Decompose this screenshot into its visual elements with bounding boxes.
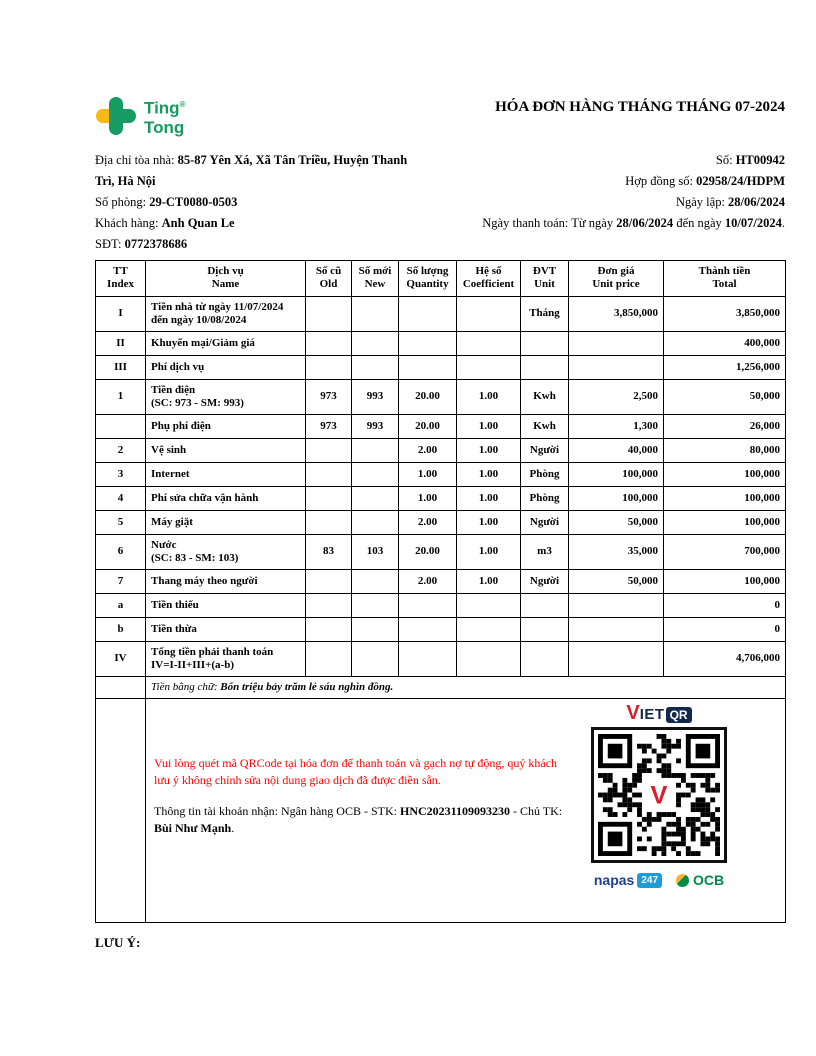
cell-qty: 20.00 [399, 379, 457, 414]
cell-name: Phí sửa chữa vận hành [146, 486, 306, 510]
text-segment: Địa chỉ tòa nhà: [95, 152, 178, 167]
cell-qty [399, 296, 457, 331]
ocb-logo: OCB [676, 874, 724, 887]
cell-price: 100,000 [569, 486, 664, 510]
cell-idx: 7 [96, 569, 146, 593]
text-segment: . [231, 820, 235, 835]
table-row [96, 569, 786, 593]
text-segment: 10/07/2024 [724, 215, 782, 230]
col-unit: ĐVT Unit [521, 260, 569, 296]
cell-coef [457, 331, 521, 355]
cell-old [306, 438, 352, 462]
table-row [96, 617, 786, 641]
cell-unit [521, 641, 569, 676]
text-segment: Khách hàng: [95, 215, 162, 230]
cell-unit: Người [521, 438, 569, 462]
cell-idx: a [96, 593, 146, 617]
cell-unit [521, 593, 569, 617]
cell-unit: Phòng [521, 486, 569, 510]
cell-old [306, 355, 352, 379]
cell-coef [457, 296, 521, 331]
cell-nw [352, 593, 399, 617]
text-segment: đến ngày [673, 215, 725, 230]
invoice-table [95, 260, 786, 923]
text-segment: Ngày thanh toán: Từ ngày [482, 215, 617, 230]
cell-name: Tiền điện (SC: 973 - SM: 993) [146, 379, 306, 414]
cell-old [306, 593, 352, 617]
payment-text-block [151, 755, 566, 918]
cell-qty [399, 355, 457, 379]
cell-old [306, 462, 352, 486]
cell-name: Tiền thừa [146, 617, 306, 641]
amount-in-words [146, 676, 786, 698]
cell-coef: 1.00 [457, 569, 521, 593]
cell-old: 973 [306, 414, 352, 438]
cell-total: 0 [664, 593, 786, 617]
payment-period [440, 213, 785, 234]
info-right [440, 150, 785, 255]
cell-nw: 993 [352, 379, 399, 414]
cell-idx: 2 [96, 438, 146, 462]
cell-old [306, 486, 352, 510]
text-segment: HT00942 [735, 152, 785, 167]
col-unit-price: Đơn giá Unit price [569, 260, 664, 296]
text-segment: - Chủ TK: [510, 803, 563, 818]
cell-idx: 6 [96, 534, 146, 569]
payment-note [154, 755, 566, 789]
cell-price: 35,000 [569, 534, 664, 569]
col-index: TT Index [96, 260, 146, 296]
cell-total: 700,000 [664, 534, 786, 569]
cell-coef: 1.00 [457, 379, 521, 414]
qr-row-spacer [96, 698, 146, 922]
cell-old [306, 569, 352, 593]
cell-total: 400,000 [664, 331, 786, 355]
cell-coef [457, 355, 521, 379]
cell-name: Tiền nhà từ ngày 11/07/2024 đến ngày 10/08/2024 [146, 296, 306, 331]
cell-nw [352, 486, 399, 510]
cell-name: Máy giặt [146, 510, 306, 534]
col-old: Số cũ Old [306, 260, 352, 296]
table-row [96, 414, 786, 438]
text-segment: Anh Quan Le [161, 215, 235, 230]
cell-nw [352, 641, 399, 676]
cell-price: 50,000 [569, 569, 664, 593]
cell-qty [399, 617, 457, 641]
cell-idx: 1 [96, 379, 146, 414]
cell-total: 100,000 [664, 462, 786, 486]
col-coefficient: Hệ số Coefficient [457, 260, 521, 296]
cell-idx [96, 414, 146, 438]
cell-old [306, 296, 352, 331]
table-header [96, 260, 786, 296]
cell-old: 83 [306, 534, 352, 569]
text-segment: Tiền bằng chữ: [151, 680, 221, 693]
cell-total: 0 [664, 617, 786, 641]
table-row [96, 331, 786, 355]
footer-note: LƯU Ý: [95, 934, 141, 950]
text-segment: . [781, 215, 785, 230]
cell-old [306, 641, 352, 676]
cell-price: 100,000 [569, 462, 664, 486]
cell-unit: Phòng [521, 462, 569, 486]
cell-nw [352, 617, 399, 641]
invoice-info [95, 150, 785, 255]
cell-qty: 1.00 [399, 462, 457, 486]
vietqr-v: V [626, 701, 640, 724]
cell-price [569, 355, 664, 379]
cell-idx: b [96, 617, 146, 641]
cell-unit [521, 331, 569, 355]
cell-nw [352, 569, 399, 593]
header-row [96, 260, 786, 296]
cell-coef: 1.00 [457, 510, 521, 534]
cell-name: Vệ sinh [146, 438, 306, 462]
text-segment: Số phòng: [95, 194, 150, 209]
cell-unit: Người [521, 510, 569, 534]
page-title: HÓA ĐƠN HÀNG THÁNG THÁNG 07-2024 [495, 99, 785, 115]
cell-qty [399, 593, 457, 617]
cell-price [569, 593, 664, 617]
cell-price [569, 641, 664, 676]
text-segment: HNC20231109093230 [399, 803, 510, 818]
cell-qty: 20.00 [399, 534, 457, 569]
svg-text:V: V [650, 780, 668, 809]
text-segment: Thông tin tài khoản nhận: Ngân hàng OCB - STK: [154, 803, 400, 818]
invoice-number [440, 150, 785, 171]
col-new: Số mới New [352, 260, 399, 296]
page-header [95, 95, 785, 137]
cell-total: 100,000 [664, 486, 786, 510]
cell-unit: Tháng [521, 296, 569, 331]
col-total: Thành tiền Total [664, 260, 786, 296]
cell-unit: m3 [521, 534, 569, 569]
cell-price: 40,000 [569, 438, 664, 462]
vietqr-logo [626, 701, 691, 724]
cell-price [569, 617, 664, 641]
cell-idx: 3 [96, 462, 146, 486]
cell-coef: 1.00 [457, 534, 521, 569]
table-row [96, 296, 786, 331]
logo-line2: Tong [144, 117, 185, 137]
cell-coef: 1.00 [457, 438, 521, 462]
qr-code [591, 727, 727, 863]
qr-section [146, 698, 786, 922]
cell-idx: 4 [96, 486, 146, 510]
cell-idx: II [96, 331, 146, 355]
table-row [96, 641, 786, 676]
cell-unit: Người [521, 569, 569, 593]
text-segment: 28/06/2024 [728, 194, 785, 209]
cell-unit [521, 617, 569, 641]
logo-line1: Ting [144, 98, 180, 118]
cell-qty: 2.00 [399, 569, 457, 593]
text-segment: Số: [715, 152, 736, 167]
cell-name: Thang máy theo người [146, 569, 306, 593]
cell-name: Tiền thiếu [146, 593, 306, 617]
table-row [96, 379, 786, 414]
words-row-spacer [96, 676, 146, 698]
cell-price [569, 331, 664, 355]
text-segment: SĐT: [95, 236, 125, 251]
cell-price: 1,300 [569, 414, 664, 438]
table-row [96, 534, 786, 569]
cell-nw [352, 438, 399, 462]
table-row [96, 355, 786, 379]
tingtong-plus-icon [95, 96, 137, 136]
cell-old [306, 617, 352, 641]
tingtong-logo-text [144, 95, 185, 137]
cell-name: Phí dịch vụ [146, 355, 306, 379]
cell-nw [352, 462, 399, 486]
payment-logos [594, 873, 724, 888]
cell-total: 50,000 [664, 379, 786, 414]
text-segment: Hợp đồng số: [625, 173, 697, 188]
cell-total: 80,000 [664, 438, 786, 462]
cell-old: 973 [306, 379, 352, 414]
text-segment: Ngày lập: [675, 194, 729, 209]
col-quantity: Số lượng Quantity [399, 260, 457, 296]
ocb-icon [676, 874, 689, 887]
cell-total: 100,000 [664, 510, 786, 534]
cell-qty [399, 641, 457, 676]
cell-unit: Kwh [521, 414, 569, 438]
table-row [96, 510, 786, 534]
cell-nw [352, 510, 399, 534]
phone-number [95, 234, 427, 255]
issue-date [440, 192, 785, 213]
cell-old [306, 331, 352, 355]
cell-coef [457, 593, 521, 617]
customer-name [95, 213, 427, 234]
text-segment: Bùi Như Mạnh [154, 820, 232, 835]
cell-price: 3,850,000 [569, 296, 664, 331]
cell-total: 100,000 [664, 569, 786, 593]
col-service-name: Dịch vụ Name [146, 260, 306, 296]
text-segment: 85-87 Yên Xá, Xã Tân Triều, Huyện Thanh Trì, Hà Nội [95, 152, 408, 188]
building-address [95, 150, 427, 192]
table-body [96, 296, 786, 676]
text-segment: 02958/24/HDPM [696, 173, 785, 188]
cell-idx: 5 [96, 510, 146, 534]
qr-row [96, 698, 786, 922]
cell-qty: 2.00 [399, 438, 457, 462]
cell-qty: 20.00 [399, 414, 457, 438]
cell-nw: 993 [352, 414, 399, 438]
cell-qty: 2.00 [399, 510, 457, 534]
cell-name: Khuyến mại/Giảm giá [146, 331, 306, 355]
amount-in-words-row [96, 676, 786, 698]
cell-nw [352, 296, 399, 331]
cell-unit: Kwh [521, 379, 569, 414]
vietqr-qr-badge: QR [666, 707, 692, 723]
room-number [95, 192, 427, 213]
text-segment: Bốn triệu bảy trăm lẻ sáu nghìn đồng. [220, 680, 394, 693]
cell-nw: 103 [352, 534, 399, 569]
cell-total: 26,000 [664, 414, 786, 438]
cell-coef: 1.00 [457, 462, 521, 486]
registered-mark: ® [179, 100, 186, 109]
cell-idx: III [96, 355, 146, 379]
table-row [96, 593, 786, 617]
account-info [154, 803, 566, 837]
table-row [96, 438, 786, 462]
info-left [95, 150, 427, 255]
table-footer [96, 676, 786, 922]
cell-idx: IV [96, 641, 146, 676]
cell-coef: 1.00 [457, 414, 521, 438]
vietqr-iet: IET [639, 705, 665, 723]
cell-coef: 1.00 [457, 486, 521, 510]
cell-total: 4,706,000 [664, 641, 786, 676]
cell-name: Nước (SC: 83 - SM: 103) [146, 534, 306, 569]
text-segment: 29-CT0080-0503 [149, 194, 238, 209]
cell-coef [457, 641, 521, 676]
cell-nw [352, 355, 399, 379]
cell-qty: 1.00 [399, 486, 457, 510]
contract-number [440, 171, 785, 192]
cell-name: Internet [146, 462, 306, 486]
table-row [96, 462, 786, 486]
cell-unit [521, 355, 569, 379]
cell-price: 2,500 [569, 379, 664, 414]
cell-name: Tổng tiền phải thanh toán IV=I-II+III+(a-b) [146, 641, 306, 676]
napas-logo: napas 247 [594, 873, 662, 888]
cell-nw [352, 331, 399, 355]
cell-price: 50,000 [569, 510, 664, 534]
text-segment: Vui lòng quét mã QRCode tại hóa đơn để thanh toán và gạch nợ tự động, quý khách lưu ý không chỉnh sửa nội dung giao dịch đã được điền sẵn. [154, 755, 558, 787]
cell-old [306, 510, 352, 534]
text-segment: 28/06/2024 [616, 215, 674, 230]
cell-name: Phụ phí điện [146, 414, 306, 438]
qr-block [570, 703, 748, 918]
cell-idx: I [96, 296, 146, 331]
cell-coef [457, 617, 521, 641]
cell-qty [399, 331, 457, 355]
cell-total: 3,850,000 [664, 296, 786, 331]
table-row [96, 486, 786, 510]
text-segment: 0772378686 [124, 236, 188, 251]
cell-total: 1,256,000 [664, 355, 786, 379]
napas-247-badge: 247 [637, 873, 662, 888]
tingtong-logo [95, 95, 185, 137]
